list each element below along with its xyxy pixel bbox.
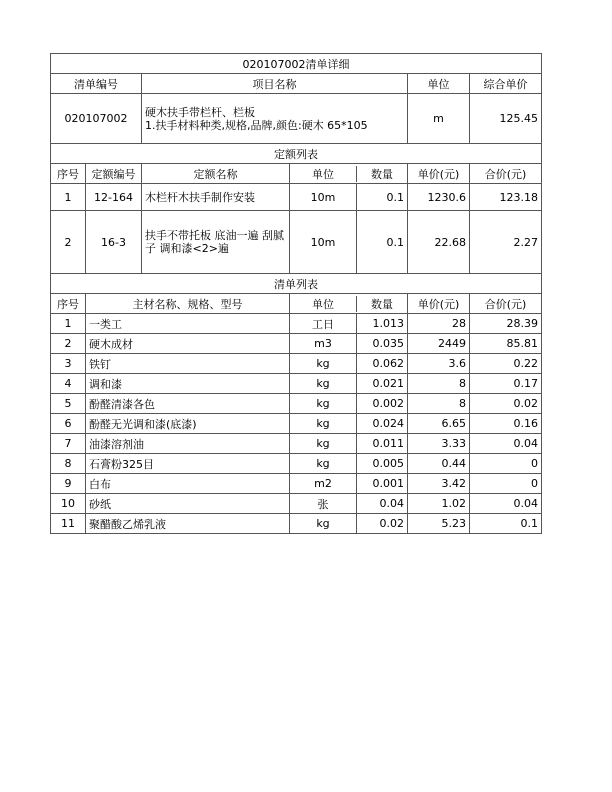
material-unit-price: 6.65 [408, 414, 470, 434]
quota-qty-header: 数量 [371, 167, 393, 181]
material-row [51, 334, 542, 354]
quota-code-header: 定额编号 [86, 164, 142, 184]
material-row [51, 474, 542, 494]
material-qty: 0.035 [372, 337, 404, 350]
material-unit: m3 [290, 334, 357, 353]
bill-unit: m [408, 94, 470, 144]
material-name: 油漆溶剂油 [86, 434, 290, 454]
material-unit-qty-header [290, 294, 408, 314]
material-unit: 张 [290, 494, 357, 513]
material-name-header: 主材名称、规格、型号 [86, 294, 290, 314]
material-seq: 11 [51, 514, 86, 534]
material-row [51, 394, 542, 414]
material-unit: kg [290, 374, 357, 393]
material-unit-qty [290, 334, 408, 354]
material-unit-qty [290, 514, 408, 534]
sheet-title: 020107002清单详细 [51, 54, 542, 74]
quota-unit-price: 22.68 [408, 211, 470, 274]
material-unit-price: 2449 [408, 334, 470, 354]
material-qty: 0.002 [372, 397, 404, 410]
material-rows [51, 314, 542, 534]
material-total: 28.39 [470, 314, 542, 334]
material-unit-qty [290, 354, 408, 374]
quota-unit-qty [290, 184, 408, 211]
material-unit-qty [290, 474, 408, 494]
material-unit-qty [290, 414, 408, 434]
quota-unit: 10m [290, 211, 357, 273]
material-seq: 10 [51, 494, 86, 514]
bill-row [51, 94, 542, 144]
bill-price-header: 综合单价 [470, 74, 542, 94]
material-total: 0 [470, 474, 542, 494]
material-unit-header: 单位 [290, 296, 357, 312]
material-seq: 5 [51, 394, 86, 414]
quota-code: 12-164 [86, 184, 142, 211]
material-unit-qty [290, 454, 408, 474]
bill-name [142, 94, 408, 144]
bill-name-line2: 1.扶手材料种类,规格,品牌,颜色:硬木 65*105 [145, 118, 368, 132]
material-unit-price: 28 [408, 314, 470, 334]
material-name: 一类工 [86, 314, 290, 334]
material-unit-qty [290, 494, 408, 514]
material-total: 0.04 [470, 434, 542, 454]
material-seq-header: 序号 [51, 294, 86, 314]
quota-total: 123.18 [470, 184, 542, 211]
bill-detail-table [50, 53, 542, 534]
material-unit-price: 1.02 [408, 494, 470, 514]
material-seq: 2 [51, 334, 86, 354]
quota-qty: 0.1 [386, 235, 404, 249]
bill-code-header: 清单编号 [51, 74, 142, 94]
material-name: 砂纸 [86, 494, 290, 514]
bill-unit-header: 单位 [408, 74, 470, 94]
material-unit-price: 8 [408, 374, 470, 394]
bill-code: 020107002 [51, 94, 142, 144]
quota-unit: 10m [290, 184, 357, 210]
material-qty: 1.013 [372, 317, 404, 330]
material-name: 石膏粉325目 [86, 454, 290, 474]
quota-name: 扶手不带托板 底油一遍 刮腻子 调和漆<2>遍 [142, 211, 290, 274]
material-unit-qty [290, 394, 408, 414]
material-name: 调和漆 [86, 374, 290, 394]
material-total: 0 [470, 454, 542, 474]
bill-name-line1: 硬木扶手带栏杆、栏板 [145, 105, 255, 119]
material-name: 酚醛无光调和漆(底漆) [86, 414, 290, 434]
material-row [51, 494, 542, 514]
material-seq: 3 [51, 354, 86, 374]
material-qty: 0.011 [372, 437, 404, 450]
material-unit: kg [290, 514, 357, 533]
quota-row [51, 184, 542, 211]
material-total: 85.81 [470, 334, 542, 354]
quota-total: 2.27 [470, 211, 542, 274]
material-total: 0.02 [470, 394, 542, 414]
quota-name: 木栏杆木扶手制作安装 [142, 184, 290, 211]
material-unit-price: 3.33 [408, 434, 470, 454]
material-unit: kg [290, 414, 357, 433]
material-unit-price: 3.6 [408, 354, 470, 374]
material-name: 白布 [86, 474, 290, 494]
material-seq: 6 [51, 414, 86, 434]
material-row [51, 414, 542, 434]
material-unit: kg [290, 394, 357, 413]
material-seq: 4 [51, 374, 86, 394]
material-unit-price: 3.42 [408, 474, 470, 494]
quota-name-header: 定额名称 [142, 164, 290, 184]
material-unit-qty [290, 314, 408, 334]
material-section-row [51, 274, 542, 294]
material-header-row [51, 294, 542, 314]
quota-code: 16-3 [86, 211, 142, 274]
quota-seq-header: 序号 [51, 164, 86, 184]
material-section-title: 清单列表 [51, 274, 542, 294]
material-unit-qty [290, 374, 408, 394]
bill-name-header: 项目名称 [142, 74, 408, 94]
material-unit-price-header: 单价(元) [408, 294, 470, 314]
material-unit-qty [290, 434, 408, 454]
material-unit: kg [290, 434, 357, 453]
material-seq: 8 [51, 454, 86, 474]
quota-unit-price: 1230.6 [408, 184, 470, 211]
bill-header-row [51, 74, 542, 94]
material-total: 0.04 [470, 494, 542, 514]
material-total-header: 合价(元) [470, 294, 542, 314]
material-seq: 9 [51, 474, 86, 494]
material-row [51, 514, 542, 534]
material-qty: 0.005 [372, 457, 404, 470]
quota-qty: 0.1 [386, 190, 404, 204]
material-unit: kg [290, 454, 357, 473]
material-row [51, 314, 542, 334]
material-unit-price: 5.23 [408, 514, 470, 534]
quota-section-title: 定额列表 [51, 144, 542, 164]
bill-price: 125.45 [470, 94, 542, 144]
quota-unit-price-header: 单价(元) [408, 164, 470, 184]
material-row [51, 434, 542, 454]
material-name: 酚醛清漆各色 [86, 394, 290, 414]
quota-unit-qty [290, 211, 408, 274]
quota-unit-qty-header [290, 164, 408, 184]
material-total: 0.22 [470, 354, 542, 374]
material-name: 硬木成材 [86, 334, 290, 354]
material-unit: kg [290, 354, 357, 373]
material-qty-header: 数量 [371, 297, 393, 311]
quota-row [51, 211, 542, 274]
quota-unit-header: 单位 [290, 166, 357, 182]
material-qty: 0.02 [379, 517, 404, 530]
material-qty: 0.001 [372, 477, 404, 490]
material-seq: 1 [51, 314, 86, 334]
material-unit-price: 8 [408, 394, 470, 414]
material-row [51, 374, 542, 394]
material-total: 0.16 [470, 414, 542, 434]
material-qty: 0.04 [379, 497, 404, 510]
material-row [51, 454, 542, 474]
material-name: 铁钉 [86, 354, 290, 374]
material-qty: 0.062 [372, 357, 404, 370]
quota-seq: 2 [51, 211, 86, 274]
material-row [51, 354, 542, 374]
quota-header-row [51, 164, 542, 184]
material-unit: m2 [290, 474, 357, 493]
material-unit: 工日 [290, 314, 357, 333]
quota-section-row [51, 144, 542, 164]
quota-seq: 1 [51, 184, 86, 211]
material-qty: 0.024 [372, 417, 404, 430]
material-name: 聚醋酸乙烯乳液 [86, 514, 290, 534]
material-total: 0.17 [470, 374, 542, 394]
quota-total-header: 合价(元) [470, 164, 542, 184]
material-total: 0.1 [470, 514, 542, 534]
material-unit-price: 0.44 [408, 454, 470, 474]
title-row [51, 54, 542, 74]
material-seq: 7 [51, 434, 86, 454]
material-qty: 0.021 [372, 377, 404, 390]
